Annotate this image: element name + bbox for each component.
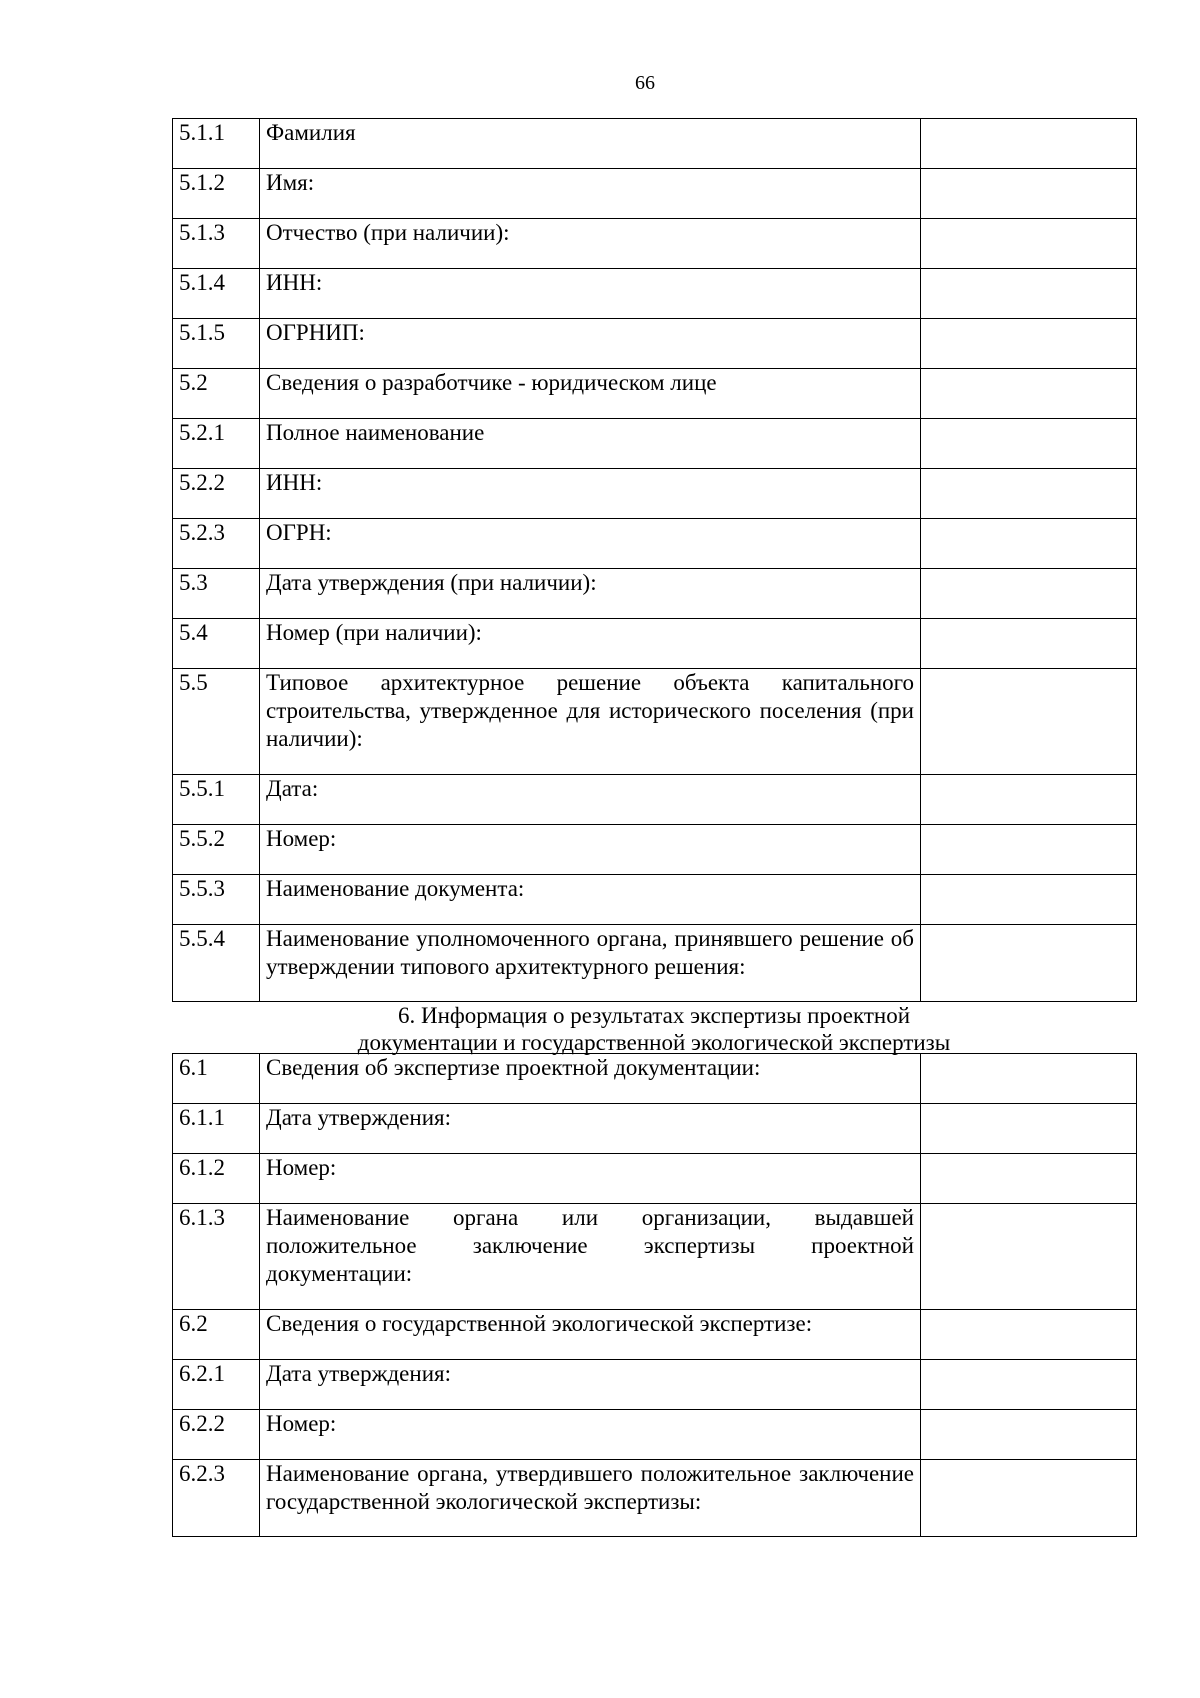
row-number: 5.1.2 [173, 169, 260, 219]
row-number: 5.1.5 [173, 319, 260, 369]
row-label: Дата утверждения (при наличии): [260, 569, 921, 619]
row-label: Наименование органа или организации, выдавшей положительное заключение экспертизы проектной документации: [260, 1204, 921, 1310]
row-label: Имя: [260, 169, 921, 219]
row-number: 5.1.1 [173, 119, 260, 169]
table-row [173, 519, 1137, 569]
row-value [921, 1154, 1137, 1204]
table-row [173, 1460, 1137, 1537]
row-label: ОГРНИП: [260, 319, 921, 369]
row-value [921, 419, 1137, 469]
row-label: Наименование органа, утвердившего положительное заключение государственной экологической экспертизы: [260, 1460, 921, 1537]
row-number: 5.5.4 [173, 925, 260, 1002]
section-heading-line: документации и государственной экологической экспертизы [357, 1030, 951, 1055]
table-row [173, 1310, 1137, 1360]
row-label: Дата утверждения: [260, 1104, 921, 1154]
row-value [921, 619, 1137, 669]
row-label: Типовое архитектурное решение объекта капитального строительства, утвержденное для исторического поселения (при наличии): [260, 669, 921, 775]
table-row [173, 269, 1137, 319]
row-value [921, 825, 1137, 875]
table-row [173, 319, 1137, 369]
row-value [921, 1410, 1137, 1460]
row-label: Сведения о государственной экологической экспертизе: [260, 1310, 921, 1360]
expertise-info-table [172, 1053, 1137, 1537]
row-number: 5.1.4 [173, 269, 260, 319]
table-row [173, 925, 1137, 1002]
row-value [921, 775, 1137, 825]
row-number: 5.2.2 [173, 469, 260, 519]
row-number: 6.1.3 [173, 1204, 260, 1310]
section-heading-line: 6. Информация о результатах экспертизы проектной [397, 1003, 911, 1028]
row-value [921, 1460, 1137, 1537]
row-label: Дата утверждения: [260, 1360, 921, 1410]
row-number: 6.2.1 [173, 1360, 260, 1410]
row-value [921, 669, 1137, 775]
row-value [921, 1054, 1137, 1104]
section-heading [172, 1002, 1136, 1056]
table-row [173, 119, 1137, 169]
row-label: Дата: [260, 775, 921, 825]
row-number: 5.5 [173, 669, 260, 775]
row-label: Фамилия [260, 119, 921, 169]
row-label: ИНН: [260, 269, 921, 319]
row-value [921, 369, 1137, 419]
row-value [921, 119, 1137, 169]
row-value [921, 1310, 1137, 1360]
row-value [921, 1360, 1137, 1410]
row-label: Сведения об экспертизе проектной документации: [260, 1054, 921, 1104]
table-row [173, 1054, 1137, 1104]
row-label: Сведения о разработчике - юридическом лице [260, 369, 921, 419]
row-label: Номер: [260, 825, 921, 875]
row-label: Номер (при наличии): [260, 619, 921, 669]
row-number: 6.2.2 [173, 1410, 260, 1460]
row-number: 5.1.3 [173, 219, 260, 269]
table-row [173, 875, 1137, 925]
developer-info-table [172, 118, 1137, 1002]
row-number: 6.1.1 [173, 1104, 260, 1154]
row-number: 5.2.3 [173, 519, 260, 569]
row-number: 6.1 [173, 1054, 260, 1104]
row-label: ИНН: [260, 469, 921, 519]
row-value [921, 269, 1137, 319]
table-row [173, 219, 1137, 269]
table-row [173, 775, 1137, 825]
table-row [173, 1204, 1137, 1310]
table-row [173, 1154, 1137, 1204]
row-label: Отчество (при наличии): [260, 219, 921, 269]
row-number: 5.2.1 [173, 419, 260, 469]
row-label: ОГРН: [260, 519, 921, 569]
row-number: 5.4 [173, 619, 260, 669]
row-value [921, 925, 1137, 1002]
table-row [173, 569, 1137, 619]
row-label: Номер: [260, 1154, 921, 1204]
row-value [921, 519, 1137, 569]
table-row [173, 825, 1137, 875]
row-value [921, 169, 1137, 219]
table-row [173, 369, 1137, 419]
table-row [173, 419, 1137, 469]
table-row [173, 619, 1137, 669]
row-number: 5.5.2 [173, 825, 260, 875]
row-value [921, 319, 1137, 369]
table-row [173, 669, 1137, 775]
table-row [173, 1360, 1137, 1410]
row-label: Номер: [260, 1410, 921, 1460]
table-row [173, 169, 1137, 219]
table-row [173, 1410, 1137, 1460]
row-number: 5.5.3 [173, 875, 260, 925]
row-value [921, 569, 1137, 619]
row-number: 5.3 [173, 569, 260, 619]
row-number: 5.2 [173, 369, 260, 419]
row-number: 6.1.2 [173, 1154, 260, 1204]
row-number: 6.2 [173, 1310, 260, 1360]
row-label: Наименование документа: [260, 875, 921, 925]
row-value [921, 875, 1137, 925]
row-label: Полное наименование [260, 419, 921, 469]
page-number: 66 [635, 72, 655, 94]
row-value [921, 1104, 1137, 1154]
row-value [921, 1204, 1137, 1310]
row-value [921, 219, 1137, 269]
table-row [173, 1104, 1137, 1154]
row-value [921, 469, 1137, 519]
row-label: Наименование уполномоченного органа, принявшего решение об утверждении типового архитектурного решения: [260, 925, 921, 1002]
table-row [173, 469, 1137, 519]
row-number: 5.5.1 [173, 775, 260, 825]
row-number: 6.2.3 [173, 1460, 260, 1537]
